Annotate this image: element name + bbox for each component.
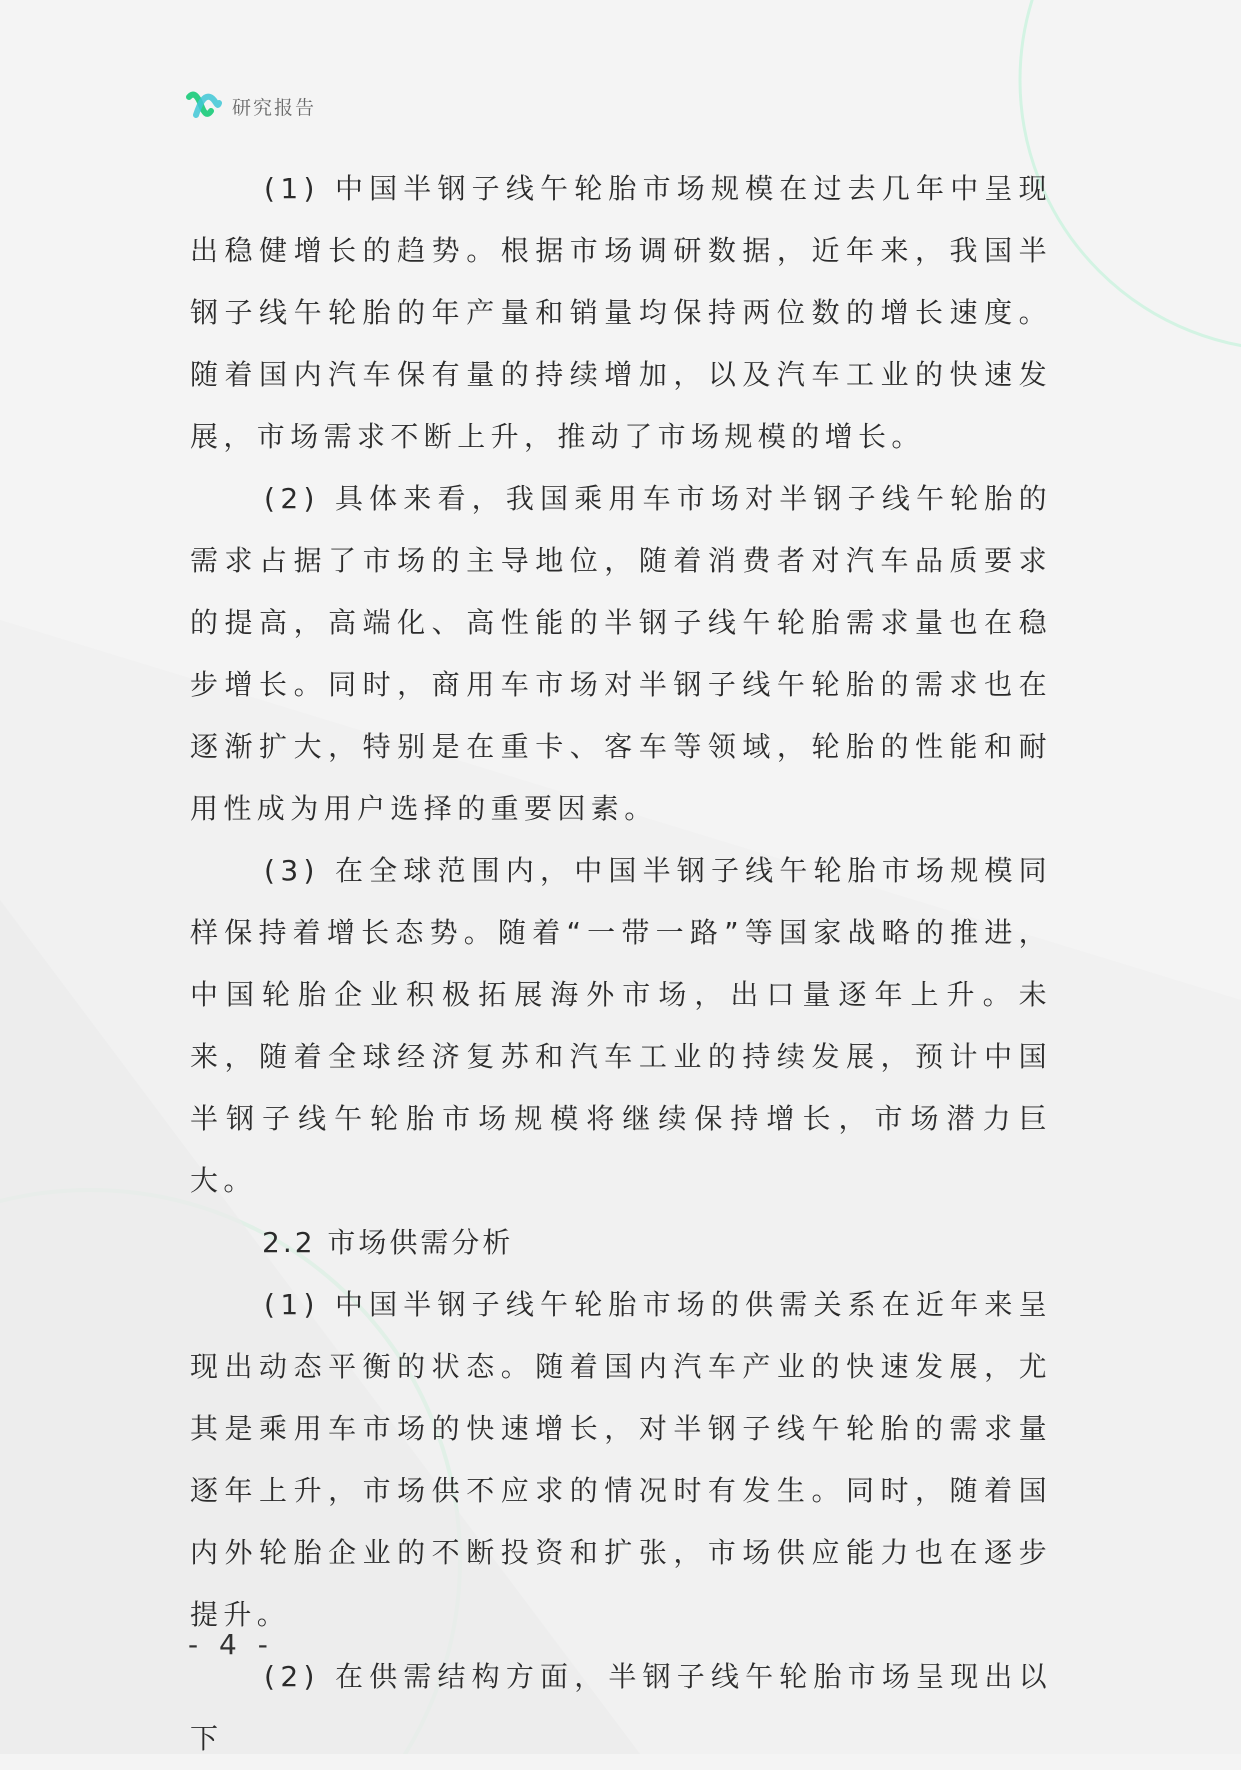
report-header	[186, 88, 316, 124]
report-body	[190, 158, 1052, 1770]
brand-logo-icon	[186, 89, 222, 123]
page-number: - 4 -	[188, 1628, 274, 1661]
header-title: 研究报告	[232, 96, 317, 119]
section-heading: 2.2 市场供需分析	[262, 1226, 514, 1259]
paragraph: (1) 中国半钢子线午轮胎市场的供需关系在近年来呈现出动态平衡的状态。随着国内汽车产业的快速发展，尤其是乘用车市场的快速增长，对半钢子线午轮胎的需求量逐年上升，市场供不应求的情况时有发生。同时，随着国内外轮胎企业的不断投资和扩张，市场供应能力也在逐步提升。	[190, 1288, 1052, 1631]
paragraph: (2) 在供需结构方面，半钢子线午轮胎市场呈现出以下	[190, 1660, 1052, 1755]
paragraph: (1) 中国半钢子线午轮胎市场规模在过去几年中呈现出稳健增长的趋势。根据市场调研数据，近年来，我国半钢子线午轮胎的年产量和销量均保持两位数的增长速度。随着国内汽车保有量的持续增加，以及汽车工业的快速发展，市场需求不断上升，推动了市场规模的增长。	[190, 172, 1052, 453]
paragraph: (2) 具体来看，我国乘用车市场对半钢子线午轮胎的需求占据了市场的主导地位，随着消费者对汽车品质要求的提高，高端化、高性能的半钢子线午轮胎需求量也在稳步增长。同时，商用车市场对半钢子线午轮胎的需求也在逐渐扩大，特别是在重卡、客车等领域，轮胎的性能和耐用性成为用户选择的重要因素。	[190, 482, 1052, 825]
paragraph: (3) 在全球范围内，中国半钢子线午轮胎市场规模同样保持着增长态势。随着“一带一路”等国家战略的推进，中国轮胎企业积极拓展海外市场，出口量逐年上升。未来，随着全球经济复苏和汽车工业的持续发展，预计中国半钢子线午轮胎市场规模将继续保持增长，市场潜力巨大。	[190, 854, 1052, 1197]
